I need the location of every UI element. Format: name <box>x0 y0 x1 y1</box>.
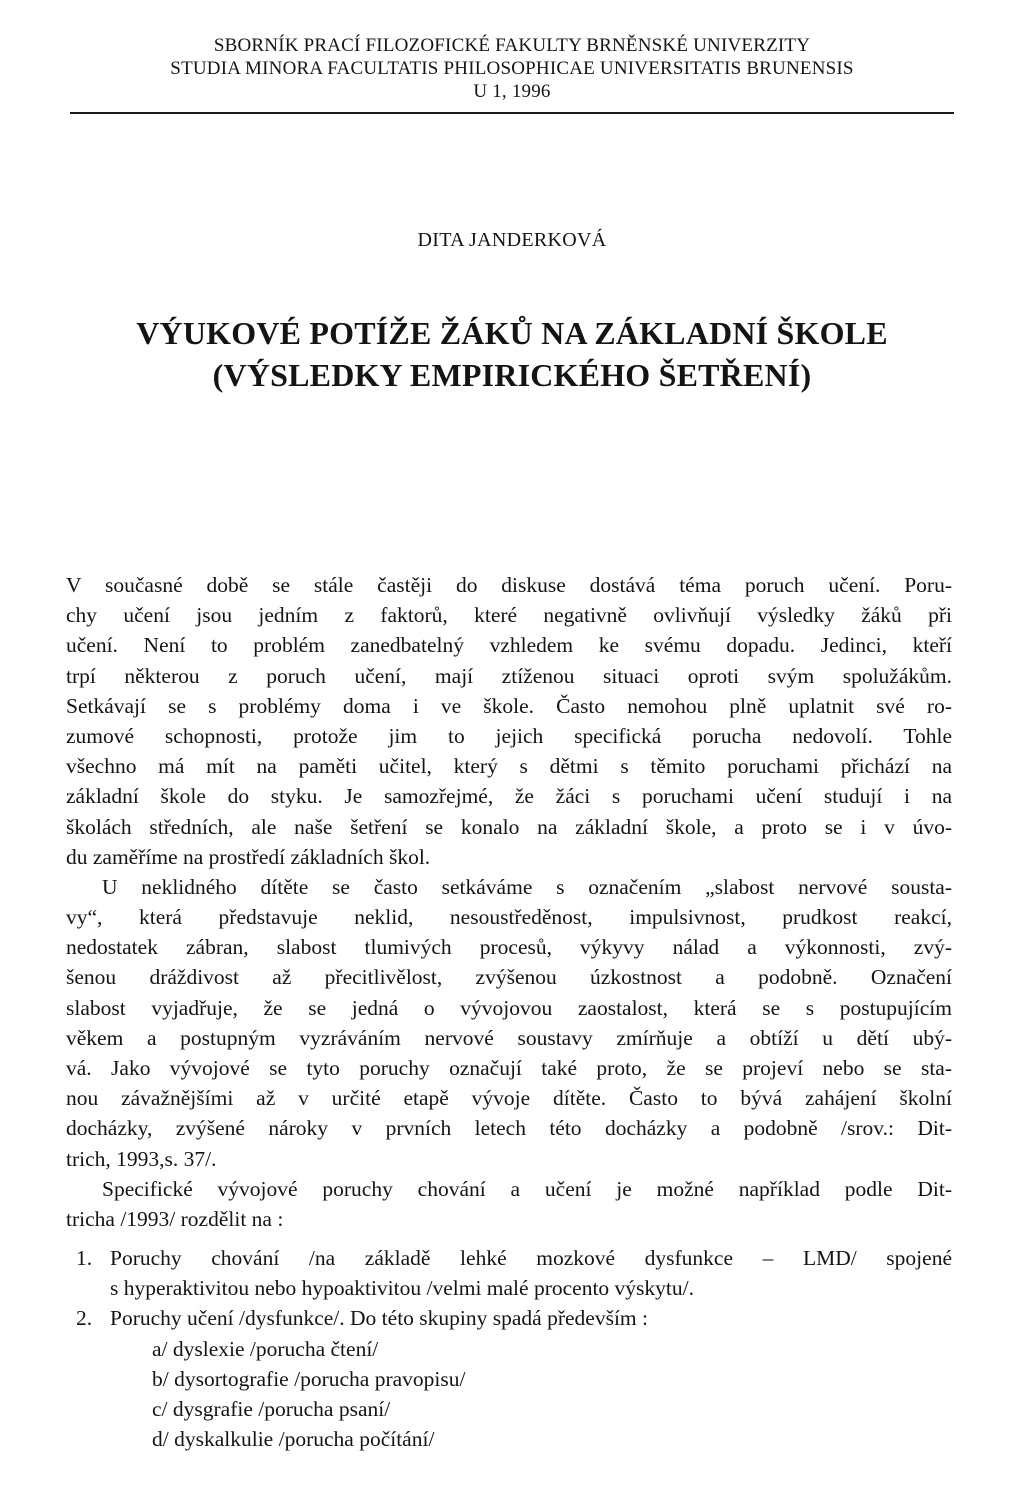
paragraph-1-line: školách středních, ale naše šetření se konalo na základní škole, a proto se i v úvo- <box>66 814 952 839</box>
list-item <box>66 1303 952 1454</box>
list-item-line: Poruchy chování /na základě lehké mozkové dysfunkce – LMD/ spojené <box>110 1246 952 1270</box>
paragraph-1-line: du zaměříme na prostředí základních škol. <box>66 844 431 869</box>
paragraph-2-line: vy“, která představuje neklid, nesoustředěnost, impulsivnost, prudkost reakcí, <box>66 905 952 930</box>
list-item-line: s hyperaktivitou nebo hypoaktivitou /velmi malé procento výskytu/. <box>110 1276 694 1301</box>
sub-list <box>110 1334 952 1455</box>
paragraph-2-line: šenou dráždivost až přecitlivělost, zvýšenou úzkostnost a podobně. Označení <box>66 965 952 990</box>
paragraph-2-line: trich, 1993,s. 37/. <box>66 1146 217 1171</box>
paragraph-2-line: nou závažnějšími až v určité etapě vývoje dítěte. Často to bývá zahájení školní <box>66 1086 952 1111</box>
paragraph-1-line: trpí některou z poruch učení, mají ztíženou situaci oproti svým spolužákům. <box>66 663 952 688</box>
journal-header <box>70 34 954 103</box>
paragraph-1-line: Setkávají se s problémy doma i ve škole. Často nemohou plně uplatnit své ro- <box>66 693 952 718</box>
author-name: DITA JANDERKOVÁ <box>417 229 607 251</box>
list-item-number: 1. <box>76 1246 93 1270</box>
paragraph-2-line: U neklidného dítěte se často setkáváme s označením „slabost nervové sousta- <box>102 874 952 899</box>
disorders-list <box>66 1243 952 1454</box>
journal-title-czech: SBORNÍK PRACÍ FILOZOFICKÉ FAKULTY BRNĚNSKÉ UNIVERZITY <box>213 35 811 56</box>
paragraph-2-line: věkem a postupným vyzráváním nervové soustavy zmírňuje a obtíží u dětí ubý- <box>66 1025 952 1050</box>
article-title-line-1: VÝUKOVÉ POTÍŽE ŽÁKŮ NA ZÁKLADNÍ ŠKOLE <box>136 315 888 351</box>
header-divider <box>70 112 954 114</box>
article-subtitle: (VÝSLEDKY EMPIRICKÉHO ŠETŘENÍ) <box>212 357 812 393</box>
journal-volume: U 1, 1996 <box>473 81 551 102</box>
sub-list-item: b/ dysortografie /porucha pravopisu/ <box>152 1366 466 1391</box>
paragraph-1-line: základní škole do styku. Je samozřejmé, že žáci s poruchami učení studují i na <box>66 784 952 809</box>
list-item-number: 2. <box>76 1306 93 1331</box>
paragraph-1-line: učení. Není to problém zanedbatelný vzhledem ke svému dopadu. Jedinci, kteří <box>66 633 952 658</box>
paragraph-1-line: všechno má mít na paměti učitel, který s dětmi s těmito poruchami přichází na <box>66 754 952 779</box>
paragraph-2-line: docházky, zvýšené nároky v prvních letech této docházky a podobně /srov.: Dit- <box>66 1116 952 1141</box>
article-body <box>66 570 952 1234</box>
list-item <box>66 1243 952 1303</box>
paragraph-1-line: chy učení jsou jedním z faktorů, které negativně ovlivňují výsledky žáků při <box>66 603 952 628</box>
paragraph-2-line: vá. Jako vývojové se tyto poruchy označují také proto, že se projeví nebo se sta- <box>66 1056 952 1080</box>
sub-list-item: d/ dyskalkulie /porucha počítání/ <box>152 1427 435 1452</box>
paragraph-2-line: nedostatek zábran, slabost tlumivých procesů, výkyvy nálad a výkonnosti, zvý- <box>66 935 952 960</box>
sub-list-item: a/ dyslexie /porucha čtení/ <box>152 1336 379 1361</box>
paragraph-2-line: slabost vyjadřuje, že se jedná o vývojovou zaostalost, která se s postupujícím <box>66 995 952 1020</box>
list-item-line: Poruchy učení /dysfunkce/. Do této skupiny spadá především : <box>110 1306 648 1331</box>
journal-title-latin: STUDIA MINORA FACULTATIS PHILOSOPHICAE UNIVERSITATIS BRUNENSIS <box>170 58 854 79</box>
paragraph-1-line: zumové schopnosti, protože jim to jejich specifická porucha nedovolí. Tohle <box>66 723 952 748</box>
paragraph-3-line: tricha /1993/ rozdělit na : <box>66 1206 284 1231</box>
sub-list-item: c/ dysgrafie /porucha psaní/ <box>152 1396 391 1421</box>
paragraph-3-line: Specifické vývojové poruchy chování a učení je možné například podle Dit- <box>102 1176 952 1201</box>
article-title <box>70 312 954 396</box>
paragraph-1-line: V současné době se stále častěji do diskuse dostává téma poruch učení. Poru- <box>66 573 952 597</box>
